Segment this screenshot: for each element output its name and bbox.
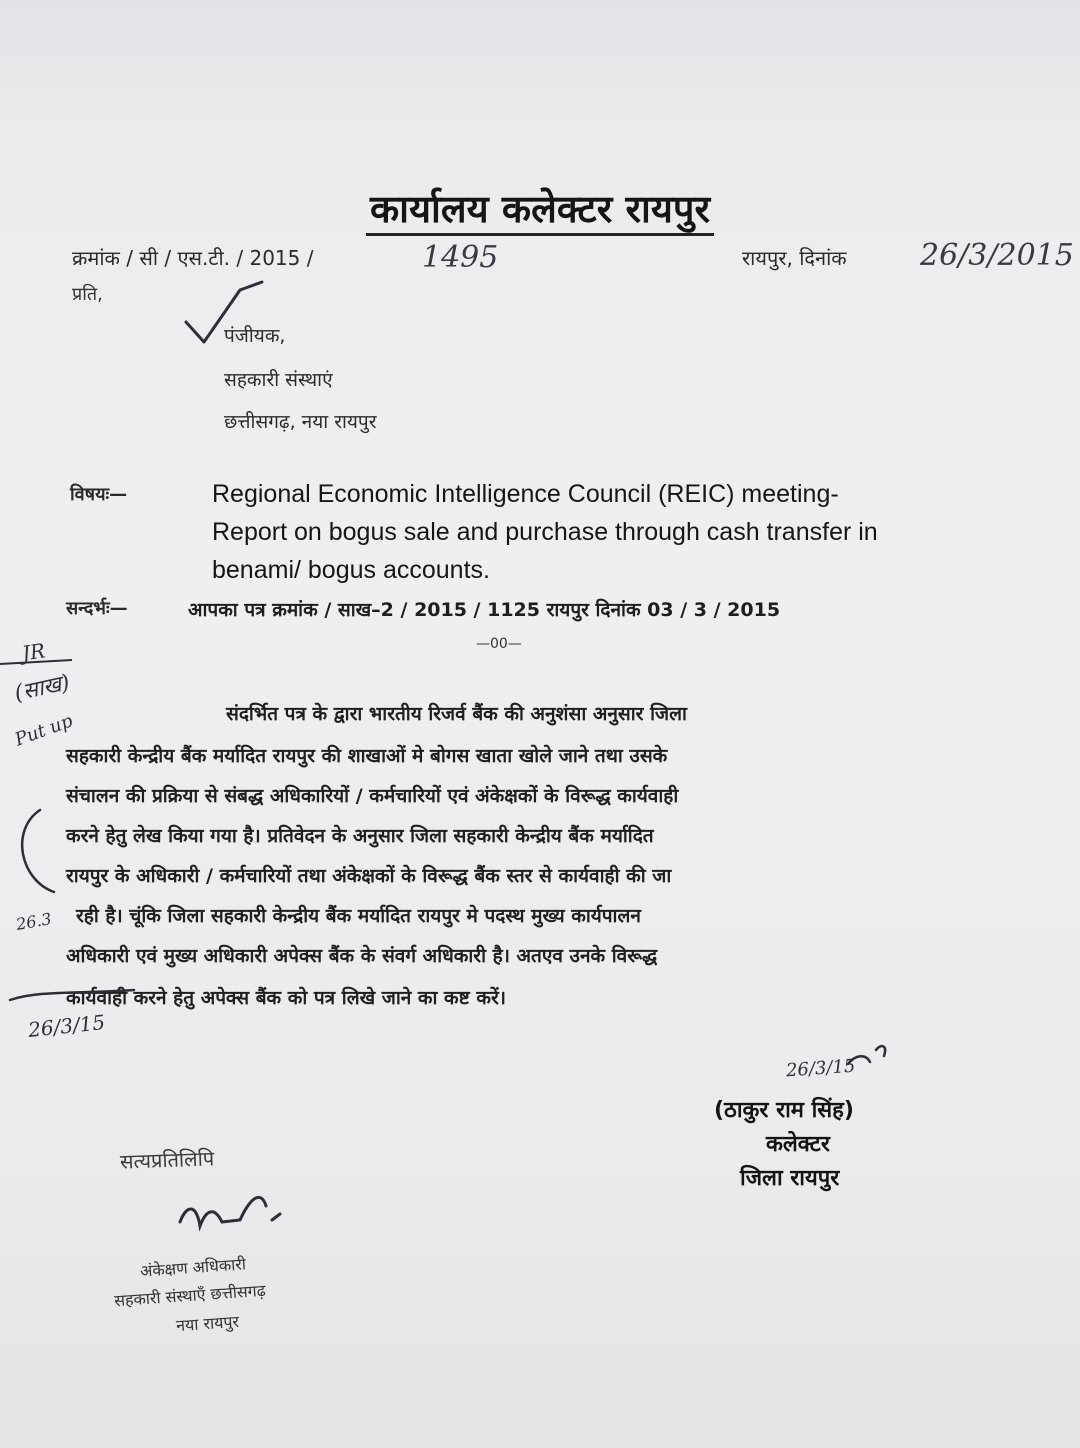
addressee-line-1: पंजीयक, xyxy=(224,325,286,347)
office-title-text: कार्यालय कलेक्टर रायपुर xyxy=(366,187,714,236)
subject-line-2: Report on bogus sale and purchase through cash transfer in xyxy=(212,518,878,546)
date-label: रायपुर, दिनांक xyxy=(742,246,847,270)
addressee-line-2: सहकारी संस्थाएं xyxy=(224,369,333,391)
attesting-officer-line-1: अंकेक्षण अधिकारी xyxy=(139,1254,247,1281)
collector-initials-scribble xyxy=(848,1046,885,1064)
attestation-label: सत्यप्रतिलिपि xyxy=(119,1146,215,1174)
signatory-district: जिला रायपुर xyxy=(740,1166,840,1191)
body-line-7: अधिकारी एवं मुख्य अधिकारी अपेक्स बैंक के संवर्ग अधिकारी है। अतएव उनके विरूद्ध xyxy=(66,945,658,967)
margin-scribble xyxy=(10,990,134,1000)
margin-note-date-2: 26/3/15 xyxy=(26,1010,107,1042)
prati-label: प्रति, xyxy=(72,284,103,305)
body-line-2: सहकारी केन्द्रीय बैंक मर्यादित रायपुर की शाखाओं मे बोगस खाता खोले जाने तथा उसके xyxy=(66,745,668,767)
body-line-6: रही है। चूंकि जिला सहकारी केन्द्रीय बैंक मर्यादित रायपुर मे पदस्थ मुख्य कार्यपालन xyxy=(76,905,641,927)
margin-bracket xyxy=(22,810,54,892)
body-line-8: कार्यवाही करने हेतु अपेक्स बैंक को पत्र लिखे जाने का कष्ट करें। xyxy=(66,987,506,1009)
margin-note-date-1: 26.3 xyxy=(14,909,54,934)
margin-note-put-up: Put up xyxy=(12,710,76,751)
subject-line-3: benami/ bogus accounts. xyxy=(212,556,490,584)
attesting-officer-line-2: सहकारी संस्थाएँ छत्तीसगढ़ xyxy=(113,1280,267,1311)
reference-number: क्रमांक / सी / एस.टी. / 2015 / xyxy=(72,246,314,270)
reference-label: सन्दर्भः— xyxy=(66,598,128,619)
signature-scribble xyxy=(180,1197,280,1226)
body-line-5: रायपुर के अधिकारी / कर्मचारियों तथा अंकेक्षकों के विरूद्ध बैंक स्तर से कार्यवाही की जा xyxy=(66,865,672,887)
check-mark xyxy=(186,282,262,342)
margin-note-saakh: (साख) xyxy=(12,670,73,707)
subject-label: विषयः— xyxy=(70,484,128,505)
body-line-1: संदर्भित पत्र के द्वारा भारतीय रिजर्व बैंक की अनुशंसा अनुसार जिला xyxy=(226,703,687,725)
margin-note-jr: JR xyxy=(20,638,47,666)
handwritten-date: 26/3/2015 xyxy=(920,238,1074,273)
separator: —00— xyxy=(476,636,522,652)
body-line-3: संचालन की प्रक्रिया से संबद्ध अधिकारियों / कर्मचारियों एवं अंकेक्षकों के विरूद्ध कार्यवाही xyxy=(66,785,679,807)
handwritten-reference-number: 1495 xyxy=(422,240,499,275)
margin-underline xyxy=(0,660,72,664)
signatory-designation: कलेक्टर xyxy=(766,1132,830,1157)
signature-initials-date: 26/3/15 xyxy=(785,1055,857,1082)
subject-line-1: Regional Economic Intelligence Council (REIC) meeting- xyxy=(212,480,839,508)
signatory-name: (ठाकुर राम सिंह) xyxy=(714,1098,854,1123)
reference-text: आपका पत्र क्रमांक / साख–2 / 2015 / 1125 रायपुर दिनांक 03 / 3 / 2015 xyxy=(188,599,781,621)
body-line-4: करने हेतु लेख किया गया है। प्रतिवेदन के अनुसार जिला सहकारी केन्द्रीय बैंक मर्यादित xyxy=(66,825,654,847)
addressee-line-3: छत्तीसगढ़, नया रायपुर xyxy=(224,411,377,433)
attesting-officer-line-3: नया रायपुर xyxy=(175,1311,240,1336)
